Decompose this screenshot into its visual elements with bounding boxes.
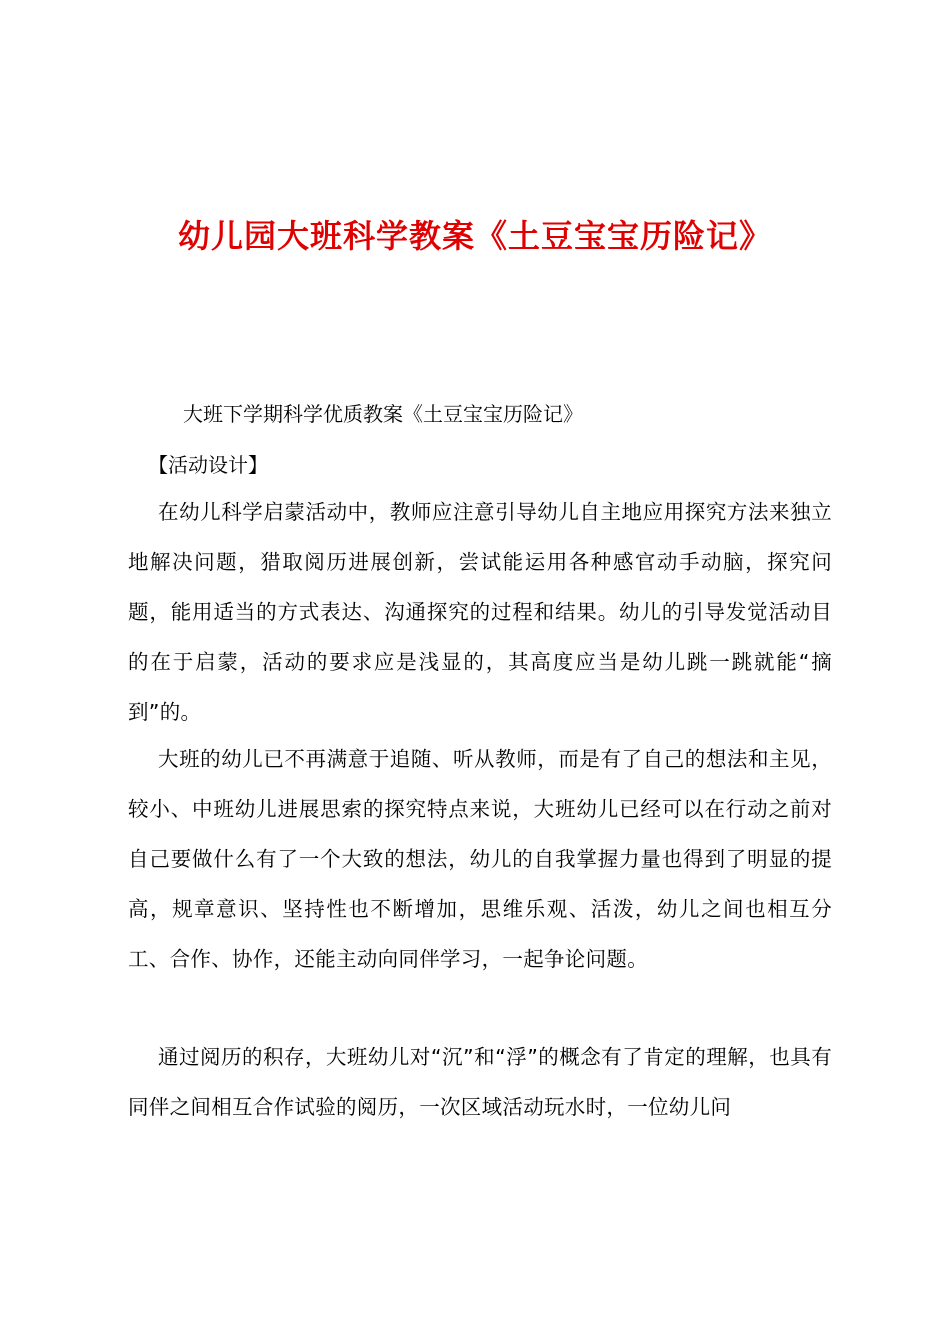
document-subtitle: 大班下学期科学优质教案《土豆宝宝历险记》 — [183, 402, 583, 426]
document-title: 幼儿园大班科学教案《土豆宝宝历险记》 — [177, 217, 772, 255]
body-paragraph-1: 在幼儿科学启蒙活动中，教师应注意引导幼儿自主地应用探究方法来独立地解决问题，猎取阅历进展创新，尝试能运用各种感官动手动脑，探究问题，能用适当的方式表达、沟通探究的过程和结果。幼儿的引导发觉活动目的在于启蒙，活动的要求应是浅显的，其高度应当是幼儿跳一跳就能“摘到”的。 — [128, 500, 832, 724]
section-heading: 【活动设计】 — [148, 453, 268, 477]
body-paragraph-2: 大班的幼儿已不再满意于追随、听从教师，而是有了自己的想法和主见，较小、中班幼儿进展思索的探究特点来说，大班幼儿已经可以在行动之前对自己要做什么有了一个大致的想法，幼儿的自我掌握力量也得到了明显的提高，规章意识、坚持性也不断增加，思维乐观、活泼，幼儿之间也相互分工、合作、协作，还能主动向同伴学习，一起争论问题。 — [128, 747, 832, 971]
body-paragraph-3: 通过阅历的积存，大班幼儿对“沉”和“浮”的概念有了肯定的理解，也具有同伴之间相互合作试验的阅历，一次区域活动玩水时，一位幼儿问 — [128, 1045, 832, 1119]
